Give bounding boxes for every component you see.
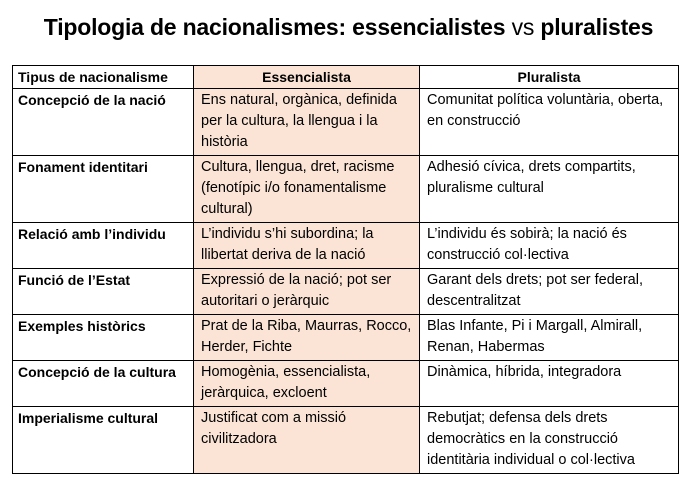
table-row: [13, 315, 679, 361]
cell-pluralista: Adhesió cívica, drets compartits, pluralisme cultural: [420, 156, 679, 223]
table-row: [13, 156, 679, 223]
cell-essencialista: Cultura, llengua, dret, racisme (fenotípic i/o fonamentalisme cultural): [194, 156, 420, 223]
cell-pluralista: L’individu és sobirà; la nació és construcció col·lectiva: [420, 223, 679, 269]
cell-pluralista: Dinàmica, híbrida, integradora: [420, 361, 679, 407]
cell-essencialista: Ens natural, orgànica, definida per la cultura, la llengua i la història: [194, 89, 420, 156]
title-part1: Tipologia de nacionalismes: essencialistes: [43, 14, 506, 40]
row-label: Relació amb l’individu: [13, 223, 194, 269]
cell-pluralista: Garant dels drets; pot ser federal, descentralitzat: [420, 269, 679, 315]
row-label: Concepció de la cultura: [13, 361, 194, 407]
row-label: Exemples històrics: [13, 315, 194, 361]
cell-essencialista: Prat de la Riba, Maurras, Rocco, Herder, Fichte: [194, 315, 420, 361]
cell-essencialista: Expressió de la nació; pot ser autoritari o jeràrquic: [194, 269, 420, 315]
row-label: Concepció de la nació: [13, 89, 194, 156]
table-row: [13, 361, 679, 407]
header-tipus: Tipus de nacionalisme: [13, 66, 194, 89]
header-essencialista: Essencialista: [194, 66, 420, 89]
page-title: [0, 14, 697, 41]
title-connector: vs: [511, 14, 535, 40]
cell-essencialista: Justificat com a missió civilitzadora: [194, 407, 420, 474]
table-header-row: [13, 66, 679, 89]
row-label: Fonament identitari: [13, 156, 194, 223]
header-pluralista: Pluralista: [420, 66, 679, 89]
cell-pluralista: Comunitat política voluntària, oberta, en construcció: [420, 89, 679, 156]
table-row: [13, 407, 679, 474]
table-row: [13, 223, 679, 269]
table-row: [13, 269, 679, 315]
table-row: [13, 89, 679, 156]
row-label: Imperialisme cultural: [13, 407, 194, 474]
cell-essencialista: L’individu s’hi subordina; la llibertat deriva de la nació: [194, 223, 420, 269]
row-label: Funció de l’Estat: [13, 269, 194, 315]
cell-pluralista: Rebutjat; defensa dels drets democràtics en la construcció identitària individual o col·lectiva: [420, 407, 679, 474]
title-part2: pluralistes: [540, 14, 654, 40]
cell-essencialista: Homogènia, essencialista, jeràrquica, excloent: [194, 361, 420, 407]
cell-pluralista: Blas Infante, Pi i Margall, Almirall, Renan, Habermas: [420, 315, 679, 361]
comparison-table: [12, 65, 679, 474]
